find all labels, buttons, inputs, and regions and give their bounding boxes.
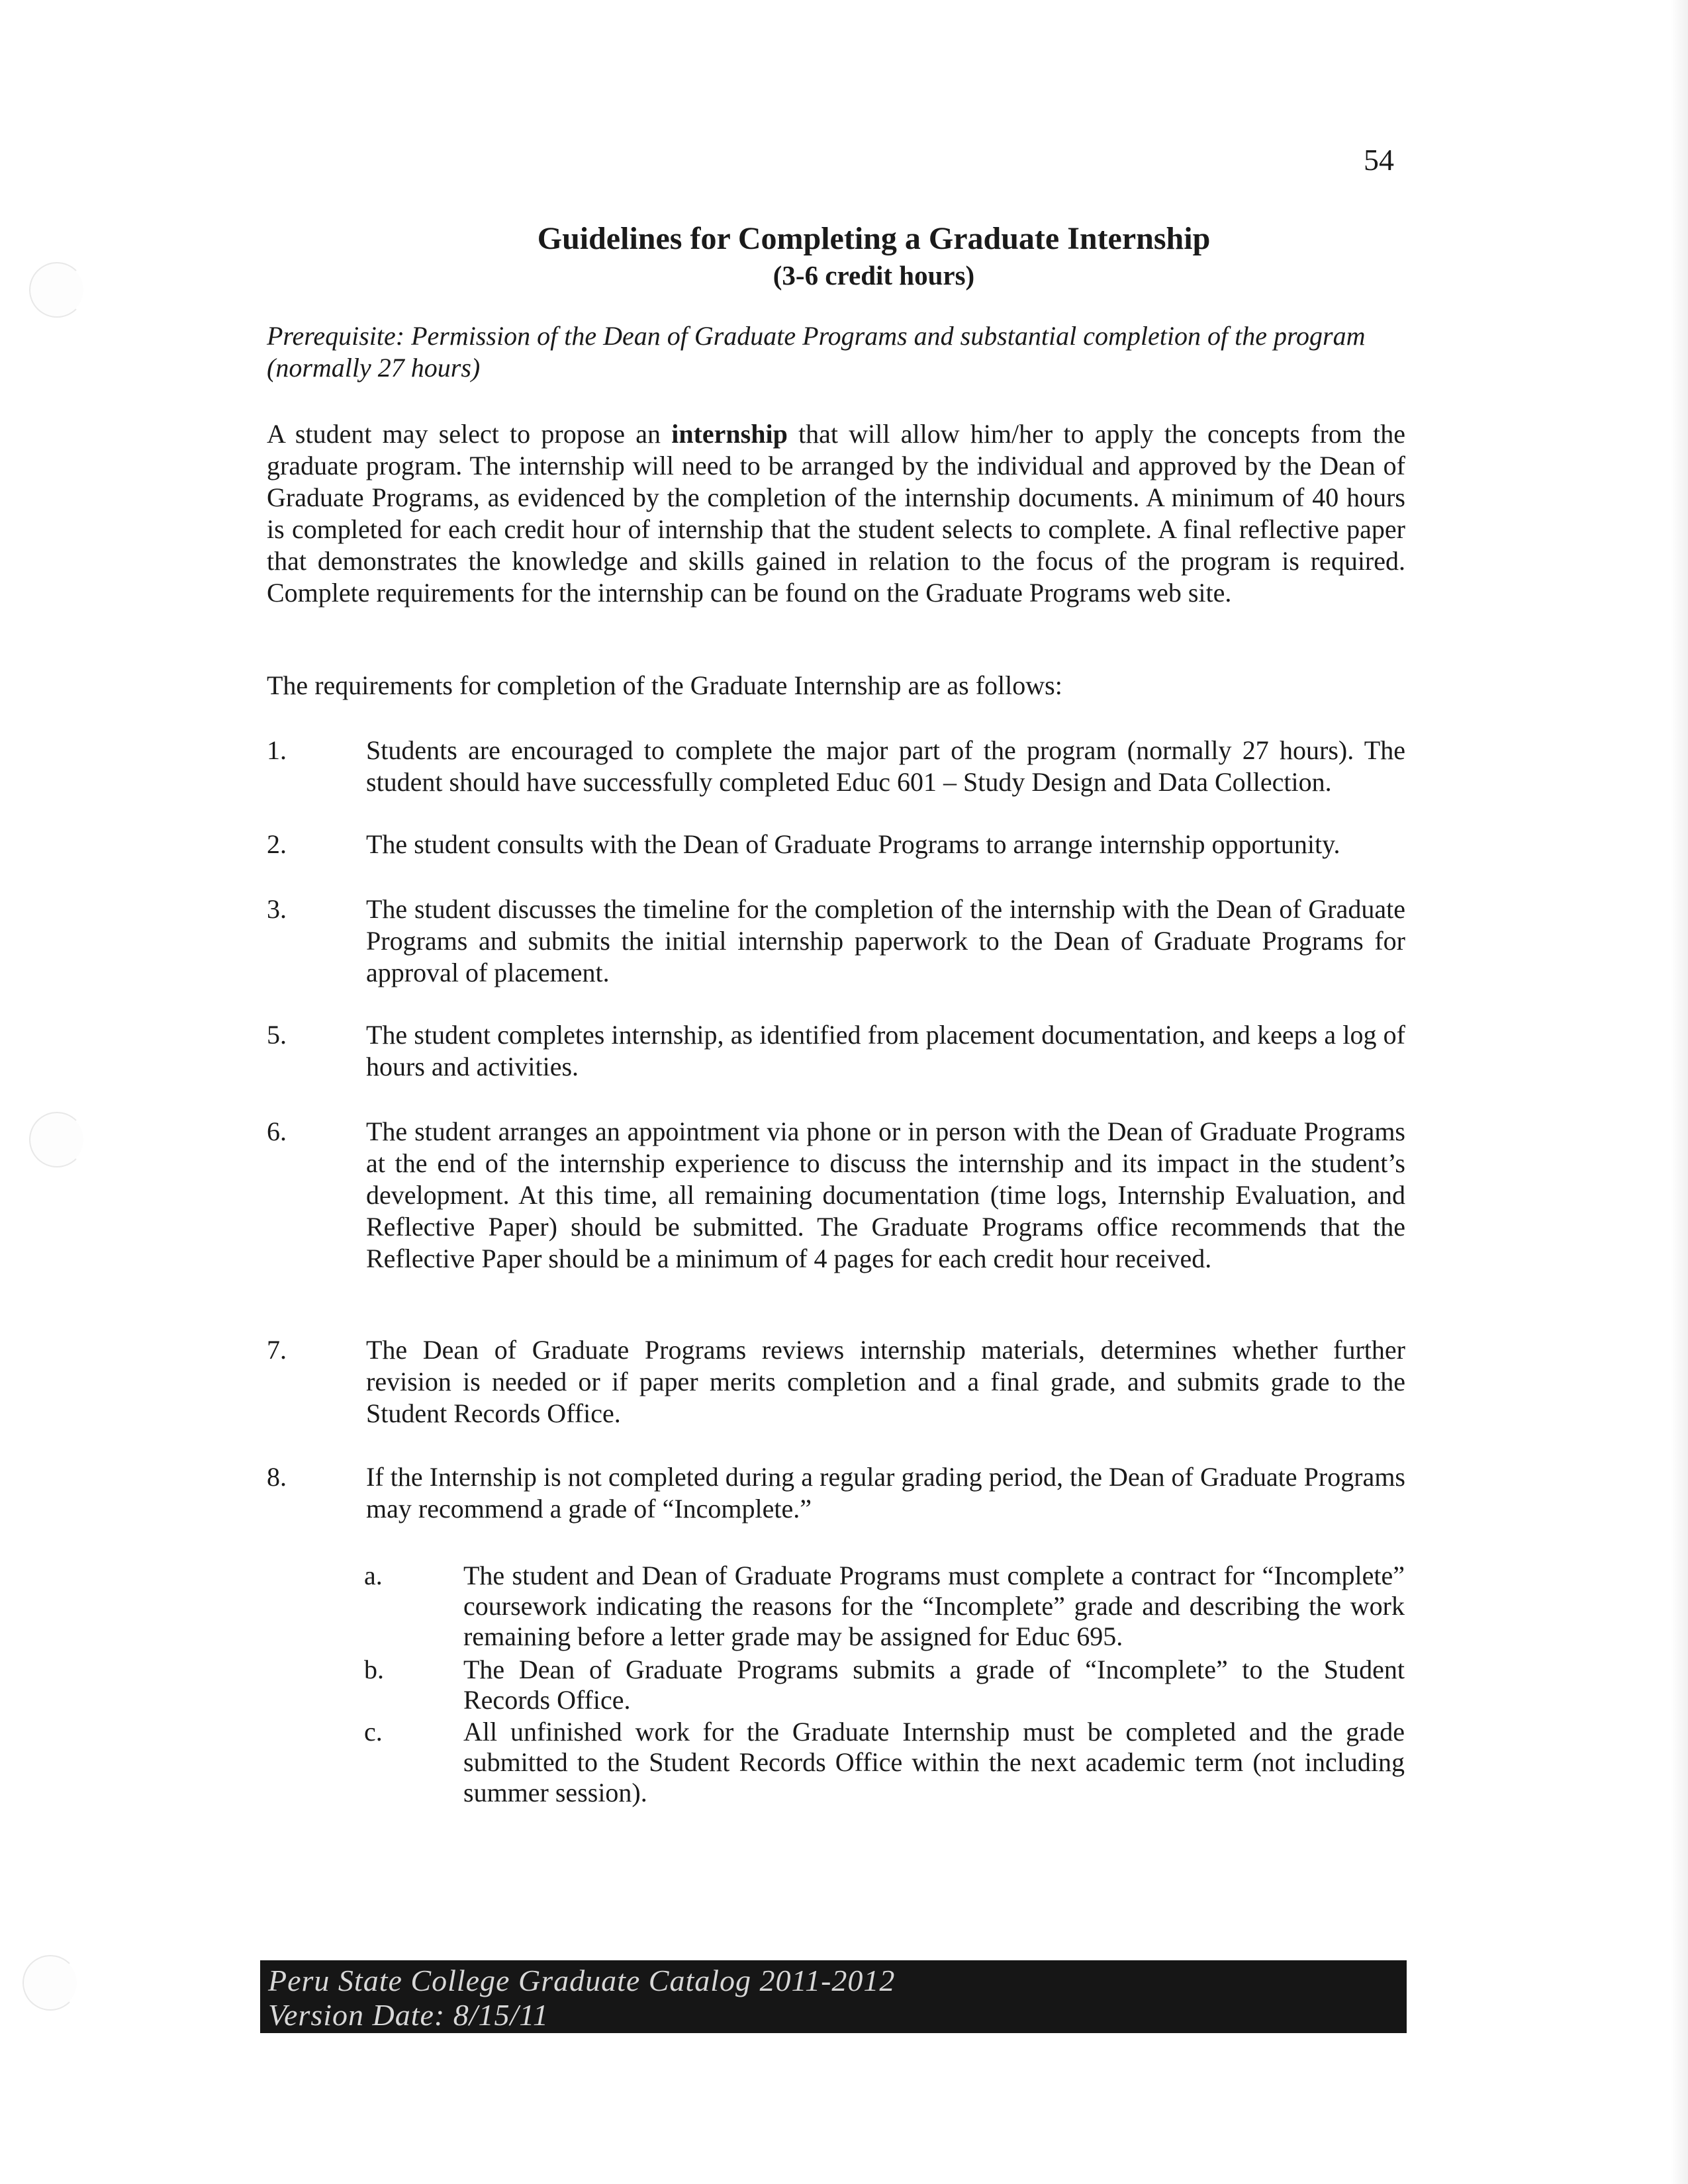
sub-list-item-text: The Dean of Graduate Programs submits a grade of “Incomplete” to the Student Records Office.: [463, 1655, 1405, 1715]
list-item-number: 3.: [267, 894, 287, 924]
list-item-text: The Dean of Graduate Programs reviews internship materials, determines whether further revision is needed or if paper merits completion and a final grade, and submits grade to the Student Records Office.: [366, 1335, 1405, 1428]
requirements-lead: The requirements for completion of the Graduate Internship are as follows:: [267, 670, 1062, 700]
page-title: Guidelines for Completing a Graduate Internship: [537, 221, 1211, 256]
list-item-text: The student completes internship, as identified from placement documentation, and keeps a log of hours and activities.: [366, 1020, 1405, 1081]
sub-list-item-letter: c.: [364, 1717, 383, 1747]
intro-paragraph: [267, 418, 1405, 609]
catalog-footer: [260, 1960, 1407, 2033]
punch-hole-bottom: [23, 1955, 78, 2011]
intro-text-before: A student may select to propose an: [267, 419, 672, 449]
punch-hole-middle: [29, 1112, 85, 1167]
sub-list-item-text: All unfinished work for the Graduate Internship must be completed and the grade submitted to the Student Records Office within the next academic term (not including summer session).: [463, 1717, 1405, 1807]
list-item-number: 8.: [267, 1462, 287, 1492]
list-item-number: 6.: [267, 1116, 287, 1146]
list-item-text: The student discusses the timeline for the completion of the internship with the Dean of Graduate Programs and submits the initial internship paperwork to the Dean of Graduate Programs for approval of placement.: [366, 894, 1405, 987]
list-item-number: 2.: [267, 829, 287, 859]
footer-catalog-title: Peru State College Graduate Catalog 2011-2012: [268, 1964, 896, 1997]
sub-list-item-letter: a.: [364, 1561, 383, 1590]
list-item-text: Students are encouraged to complete the major part of the program (normally 27 hours). The student should have successfully completed Educ 601 – Study Design and Data Collection.: [366, 735, 1405, 797]
page-edge-shadow: [1671, 0, 1688, 2184]
intro-bold-term: internship: [671, 419, 788, 449]
list-item-number: 1.: [267, 735, 287, 765]
sub-list-item-text: The student and Dean of Graduate Programs must complete a contract for “Incomplete” coursework indicating the reasons for the “Incomplete” grade and describing the work remaining before a letter grade may be assigned for Educ 695.: [463, 1561, 1405, 1651]
intro-text-after: that will allow him/her to apply the concepts from the graduate program. The internship will need to be arranged by the individual and approved by the Dean of Graduate Programs, as evidenced by the completion of the internship documents. A minimum of 40 hours is completed for each credit hour of internship that the student selects to complete. A final reflective paper that demonstrates the knowledge and skills gained in relation to the focus of the program is required. Complete requirements for the internship can be found on the Graduate Programs web site.: [267, 419, 1405, 608]
list-item-number: 5.: [267, 1020, 287, 1050]
list-item-text: The student consults with the Dean of Graduate Programs to arrange internship opportunity.: [366, 829, 1340, 859]
list-item-text: If the Internship is not completed during a regular grading period, the Dean of Graduate Programs may recommend a grade of “Incomplete.”: [366, 1462, 1405, 1524]
page-number: 54: [1364, 143, 1394, 177]
footer-version-date: Version Date: 8/15/11: [268, 1998, 549, 2032]
list-item-number: 7.: [267, 1335, 287, 1365]
list-item-text: The student arranges an appointment via phone or in person with the Dean of Graduate Programs at the end of the internship experience to discuss the internship and its impact in the student’s development. At this time, all remaining documentation (time logs, Internship Evaluation, and Reflective Paper) should be submitted. The Graduate Programs office recommends that the Reflective Paper should be a minimum of 4 pages for each credit hour received.: [366, 1116, 1405, 1273]
sub-list-item-letter: b.: [364, 1655, 384, 1684]
page-subtitle: (3-6 credit hours): [773, 260, 975, 291]
prerequisite-note: Prerequisite: Permission of the Dean of Graduate Programs and substantial completion of the program (normally 27 hours): [267, 321, 1366, 383]
